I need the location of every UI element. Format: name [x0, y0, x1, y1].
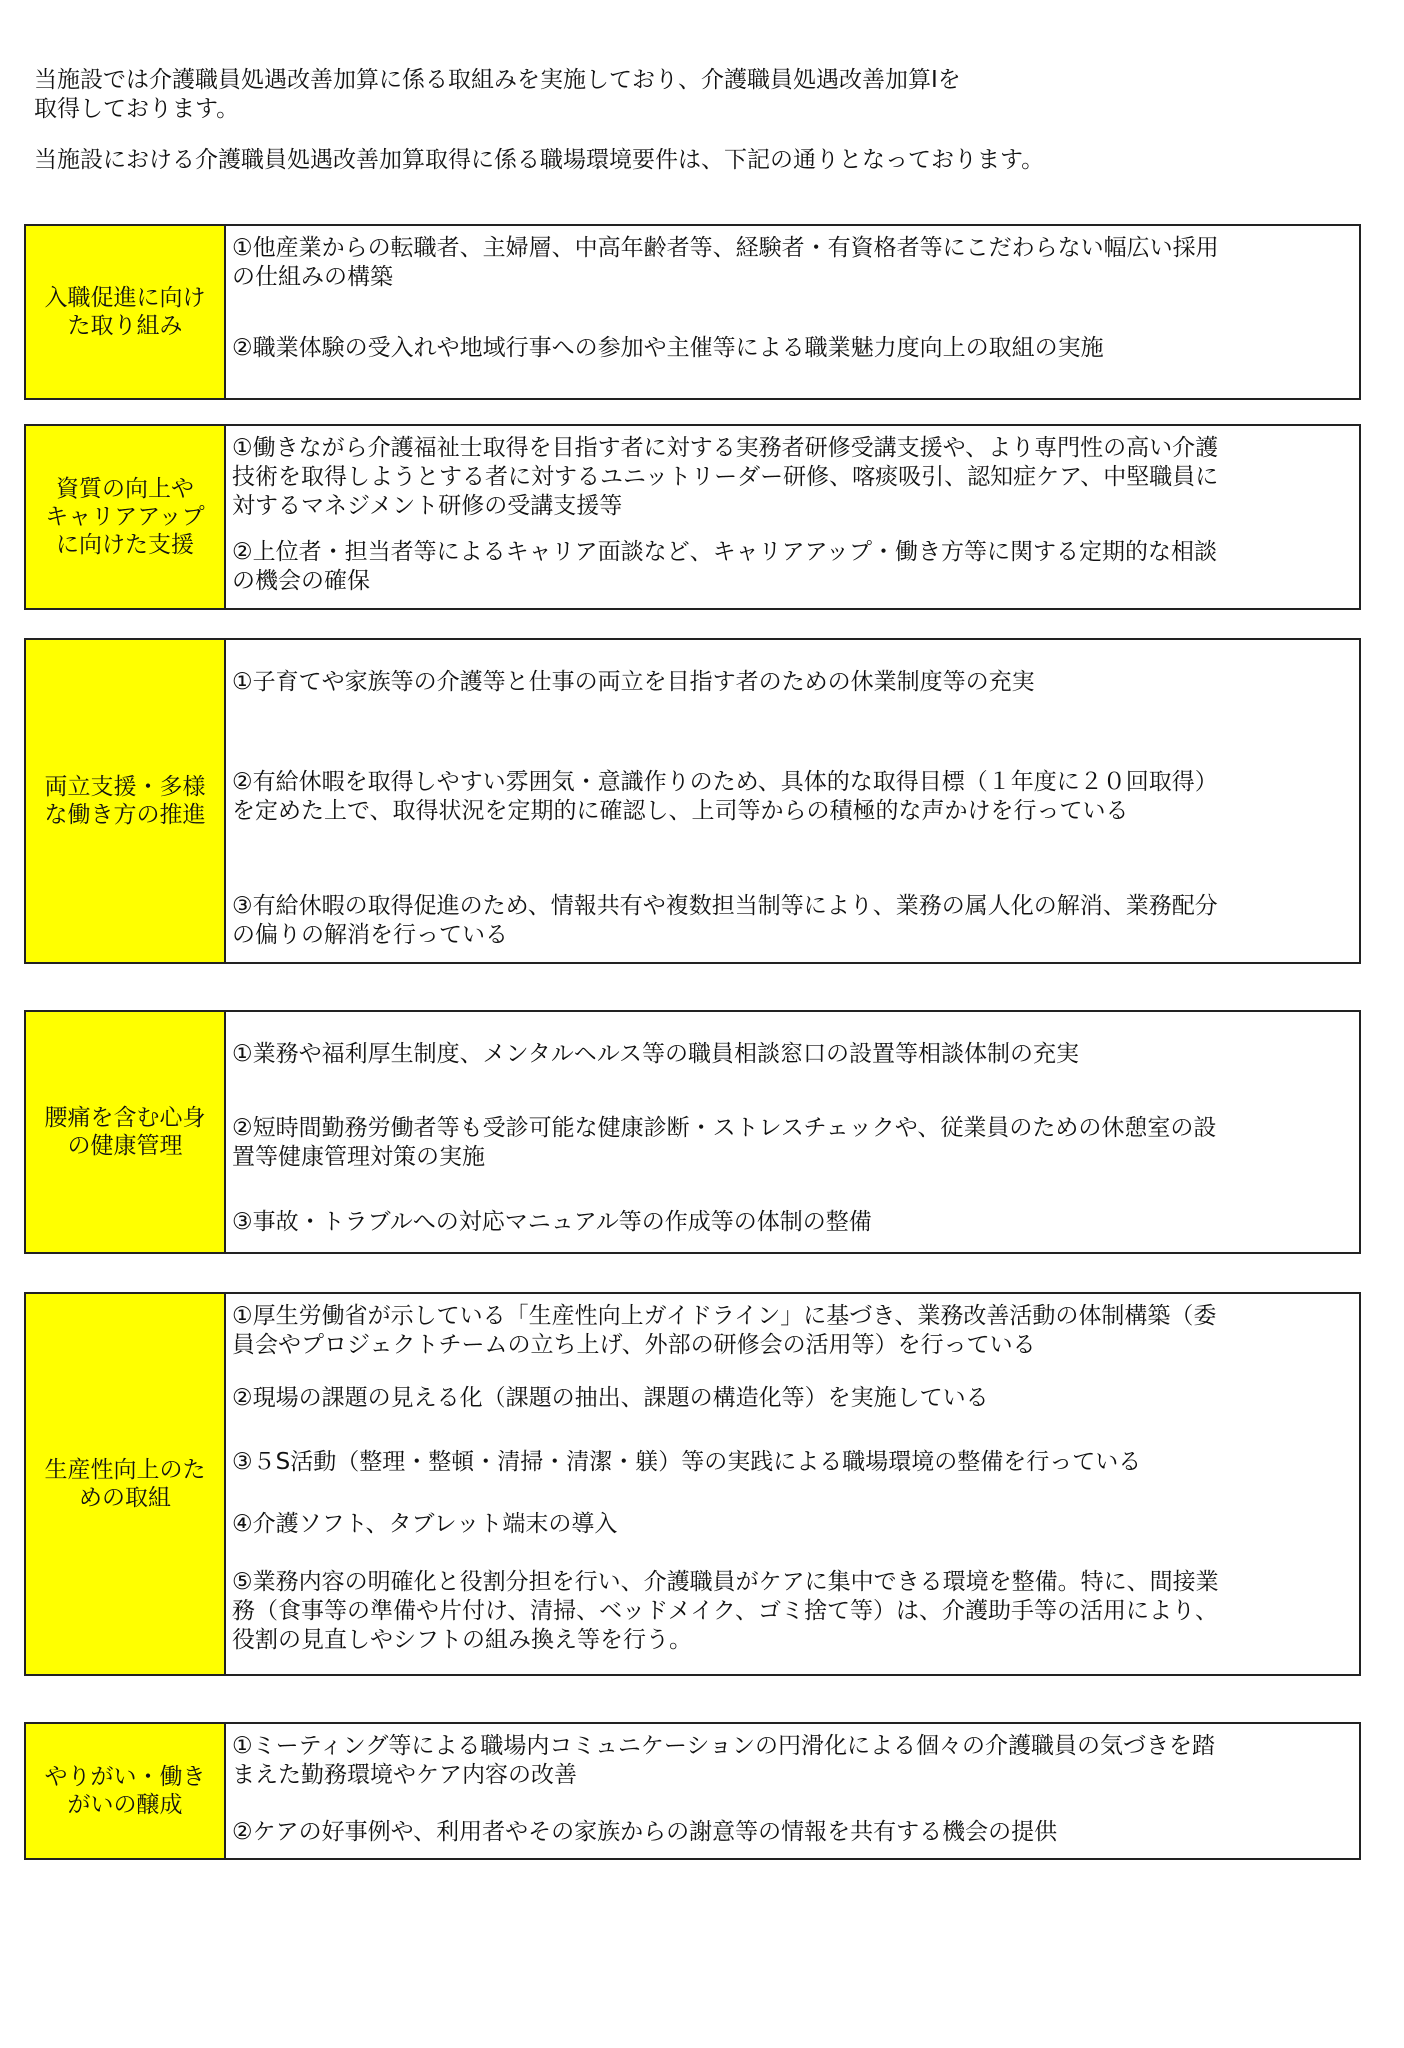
table-row: [25, 1293, 1360, 1675]
requirement-item: [232, 1114, 1352, 1172]
requirement-item-line: ②現場の課題の見える化（課題の抽出、課題の構造化等）を実施している: [232, 1385, 989, 1411]
intro-line-1b: 取得しております。: [34, 96, 240, 122]
requirement-items-cell: [225, 639, 1360, 963]
category-label-line: がいの醸成: [67, 1792, 183, 1818]
requirement-item-line: の偏りの解消を行っている: [232, 922, 508, 948]
requirement-item-line: 対するマネジメント研修の受講支援等: [232, 493, 623, 519]
table-row: [25, 1011, 1360, 1253]
category-label-line: キャリアアップ: [45, 504, 205, 530]
requirement-item-line: ②職業体験の受入れや地域行事への参加や主催等による職業魅力度向上の取組の実施: [232, 335, 1104, 361]
requirement-table-6: [24, 1722, 1361, 1860]
requirement-item-line: ①厚生労働省が示している「生産性向上ガイドライン」に基づき、業務改善活動の体制構築（委: [232, 1303, 1217, 1329]
category-label-line: の健康管理: [67, 1133, 183, 1159]
requirement-items-cell: [225, 1293, 1360, 1675]
category-label-line: 両立支援・多様: [44, 774, 206, 800]
category-job-satisfaction: [25, 1723, 225, 1859]
intro-line-1a: 当施設では介護職員処遇改善加算に係る取組みを実施しており、介護職員処遇改善加算Ⅰを: [34, 67, 961, 93]
requirement-item: [232, 1208, 1352, 1237]
requirement-item: [232, 234, 1352, 292]
requirement-item-line: ②有給休暇を取得しやすい雰囲気・意識作りのため、具体的な取得目標（１年度に２０回取得）: [232, 769, 1218, 795]
requirement-item-line: 役割の見直しやシフトの組み換え等を行う。: [232, 1627, 692, 1653]
table-row: [25, 1723, 1360, 1859]
requirement-item: [232, 768, 1352, 826]
table-row: [25, 425, 1360, 609]
category-label-line: な働き方の推進: [44, 802, 206, 828]
category-label-line: た取り組み: [67, 313, 183, 339]
requirement-items-cell: [225, 225, 1360, 399]
category-label-line: に向けた支援: [56, 532, 194, 558]
requirement-table-4: [24, 1010, 1361, 1254]
requirement-item-line: まえた勤務環境やケア内容の改善: [232, 1762, 577, 1788]
requirement-item-line: ③５S活動（整理・整頓・清掃・清潔・躾）等の実践による職場環境の整備を行っている: [232, 1449, 1142, 1475]
requirement-item: [232, 334, 1352, 363]
requirement-item-line: ②短時間勤務労働者等も受診可能な健康診断・ストレスチェックや、従業員のための休憩室の設: [232, 1115, 1217, 1141]
requirement-item: [232, 1448, 1352, 1477]
category-label-line: やりがい・働き: [44, 1764, 206, 1790]
requirement-item-line: 員会やプロジェクトチームの立ち上げ、外部の研修会の活用等）を行っている: [232, 1332, 1036, 1358]
requirement-items-cell: [225, 1011, 1360, 1253]
requirement-table-1: [24, 224, 1361, 400]
requirement-item-line: の機会の確保: [232, 568, 370, 594]
category-label-line: 腰痛を含む心身: [44, 1105, 206, 1131]
requirement-items-cell: [225, 1723, 1360, 1859]
table-row: [25, 225, 1360, 399]
category-skill-career: [25, 425, 225, 609]
requirement-item: [232, 1302, 1352, 1360]
requirement-item-line: ⑤業務内容の明確化と役割分担を行い、介護職員がケアに集中できる環境を整備。特に、間接業: [232, 1569, 1219, 1595]
category-recruitment: [25, 225, 225, 399]
requirement-item-line: ①他産業からの転職者、主婦層、中高年齢者等、経験者・有資格者等にこだわらない幅広い採用: [232, 235, 1219, 261]
requirement-item: [232, 1510, 1352, 1539]
requirement-item-line: 技術を取得しようとする者に対するユニットリーダー研修、喀痰吸引、認知症ケア、中堅職員に: [232, 464, 1219, 490]
table-row: [25, 639, 1360, 963]
requirement-item: [232, 1040, 1352, 1069]
category-label-line: めの取組: [79, 1485, 171, 1511]
requirement-item-line: ①働きながら介護福祉士取得を目指す者に対する実務者研修受講支援や、より専門性の高い介護: [232, 435, 1219, 461]
category-work-life-balance: [25, 639, 225, 963]
requirement-item-line: 務（食事等の準備や片付け、清掃、ベッドメイク、ゴミ捨て等）は、介護助手等の活用により、: [232, 1598, 1219, 1624]
requirement-item-line: ③有給休暇の取得促進のため、情報共有や複数担当制等により、業務の属人化の解消、業務配分: [232, 893, 1218, 919]
requirement-item: [232, 1568, 1352, 1655]
requirement-table-5: [24, 1292, 1361, 1676]
requirement-item-line: ①業務や福利厚生制度、メンタルヘルス等の職員相談窓口の設置等相談体制の充実: [232, 1041, 1080, 1067]
requirement-item: [232, 538, 1352, 596]
requirement-item: [232, 434, 1352, 521]
requirement-item: [232, 1818, 1352, 1847]
requirement-item-line: の仕組みの構築: [232, 264, 393, 290]
requirement-item-line: 置等健康管理対策の実施: [232, 1144, 485, 1170]
requirement-item-line: ②上位者・担当者等によるキャリア面談など、キャリアアップ・働き方等に関する定期的な相談: [232, 539, 1218, 565]
requirement-item: [232, 1732, 1352, 1790]
requirement-item-line: ①ミーティング等による職場内コミュニケーションの円滑化による個々の介護職員の気づきを踏: [232, 1733, 1215, 1759]
intro-paragraph-1: [34, 66, 1354, 124]
requirement-table-3: [24, 638, 1361, 964]
category-label-line: 入職促進に向け: [44, 285, 206, 311]
requirement-item-line: ④介護ソフト、タブレット端末の導入: [232, 1511, 618, 1537]
requirement-item-line: ②ケアの好事例や、利用者やその家族からの謝意等の情報を共有する機会の提供: [232, 1819, 1058, 1845]
category-label-line: 生産性向上のた: [44, 1457, 206, 1483]
category-health-management: [25, 1011, 225, 1253]
intro-paragraph-2: 当施設における介護職員処遇改善加算取得に係る職場環境要件は、下記の通りとなっております。: [34, 147, 1045, 173]
requirement-table-2: [24, 424, 1361, 610]
requirement-item: [232, 668, 1352, 697]
category-label-line: 資質の向上や: [56, 476, 194, 502]
requirement-item: [232, 892, 1352, 950]
requirement-item-line: を定めた上で、取得状況を定期的に確認し、上司等からの積極的な声かけを行っている: [232, 798, 1129, 824]
requirement-item: [232, 1384, 1352, 1413]
requirement-item-line: ③事故・トラブルへの対応マニュアル等の作成等の体制の整備: [232, 1209, 872, 1235]
category-productivity: [25, 1293, 225, 1675]
requirement-items-cell: [225, 425, 1360, 609]
requirement-item-line: ①子育てや家族等の介護等と仕事の両立を目指す者のための休業制度等の充実: [232, 669, 1035, 695]
